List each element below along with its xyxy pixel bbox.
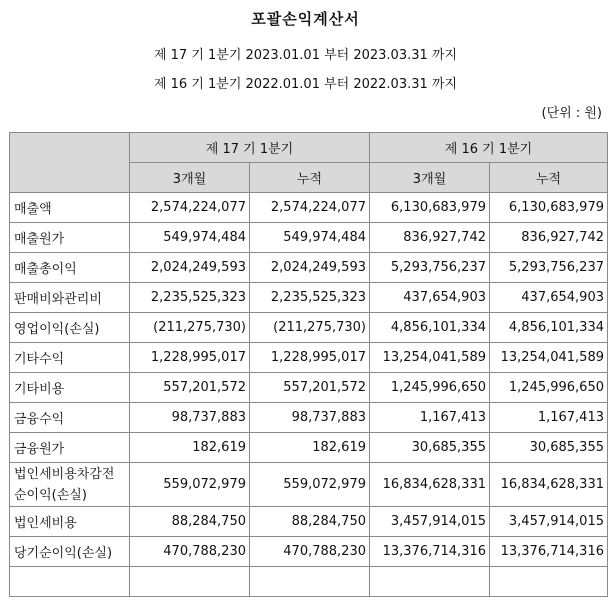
row-value: 1,228,995,017: [130, 343, 250, 373]
row-value: 6,130,683,979: [370, 193, 490, 223]
sub-header-prior-cum: 누적: [490, 163, 608, 193]
row-value: 4,856,101,334: [370, 313, 490, 343]
row-label: 금융수익: [10, 403, 130, 433]
row-value: 437,654,903: [370, 283, 490, 313]
statement-title: 포괄손익계산서: [251, 10, 360, 28]
row-value: 2,574,224,077: [130, 193, 250, 223]
row-value: 182,619: [250, 433, 370, 463]
table-row: [10, 463, 608, 507]
row-value: 559,072,979: [250, 463, 370, 507]
table-row-cutoff: [10, 567, 608, 597]
row-value: (211,275,730): [130, 313, 250, 343]
row-value: 30,685,355: [490, 433, 608, 463]
row-label: 매출액: [10, 193, 130, 223]
row-value: 1,245,996,650: [370, 373, 490, 403]
group-header-prior: 제 16 기 1분기: [370, 133, 608, 163]
table-body: [10, 193, 608, 597]
row-value: 6,130,683,979: [490, 193, 608, 223]
period-current: 제 17 기 1분기 2023.01.01 부터 2023.03.31 까지: [153, 48, 458, 63]
row-value: 1,167,413: [490, 403, 608, 433]
row-value: 16,834,628,331: [370, 463, 490, 507]
sub-header-current-3m: 3개월: [130, 163, 250, 193]
row-label: 기타수익: [10, 343, 130, 373]
row-value: 16,834,628,331: [490, 463, 608, 507]
row-label: 기타비용: [10, 373, 130, 403]
row-value: 549,974,484: [130, 223, 250, 253]
row-value: 30,685,355: [370, 433, 490, 463]
row-label: 법인세비용차감전순이익(손실): [10, 463, 130, 507]
row-value: 559,072,979: [130, 463, 250, 507]
table-row: [10, 253, 608, 283]
empty-cell: [10, 567, 130, 597]
empty-cell: [490, 567, 608, 597]
table-row: [10, 403, 608, 433]
row-value: 2,235,525,323: [130, 283, 250, 313]
row-value: 557,201,572: [130, 373, 250, 403]
period-prior: 제 16 기 1분기 2022.01.01 부터 2022.03.31 까지: [153, 77, 458, 92]
row-value: 88,284,750: [250, 507, 370, 537]
row-label: 매출원가: [10, 223, 130, 253]
sub-header-current-cum: 누적: [250, 163, 370, 193]
row-value: 557,201,572: [250, 373, 370, 403]
corner-header-cell: [10, 133, 130, 193]
table-row: [10, 537, 608, 567]
row-value: 836,927,742: [370, 223, 490, 253]
row-label: 매출총이익: [10, 253, 130, 283]
row-value: 13,254,041,589: [490, 343, 608, 373]
sub-header-prior-3m: 3개월: [370, 163, 490, 193]
empty-cell: [130, 567, 250, 597]
row-value: 13,376,714,316: [370, 537, 490, 567]
row-value: 437,654,903: [490, 283, 608, 313]
row-value: 5,293,756,237: [370, 253, 490, 283]
row-value: 13,376,714,316: [490, 537, 608, 567]
group-header-current: 제 17 기 1분기: [130, 133, 370, 163]
row-label: 당기순이익(손실): [10, 537, 130, 567]
row-value: 3,457,914,015: [370, 507, 490, 537]
row-value: 13,254,041,589: [370, 343, 490, 373]
row-value: 2,574,224,077: [250, 193, 370, 223]
row-label: 판매비와관리비: [10, 283, 130, 313]
row-value: 2,024,249,593: [250, 253, 370, 283]
table-row: [10, 193, 608, 223]
empty-cell: [370, 567, 490, 597]
row-label: 법인세비용: [10, 507, 130, 537]
table-row: [10, 313, 608, 343]
table-row: [10, 373, 608, 403]
unit-label: (단위 : 원): [541, 106, 602, 121]
row-value: 4,856,101,334: [490, 313, 608, 343]
row-value: (211,275,730): [250, 313, 370, 343]
row-label: 영업이익(손실): [10, 313, 130, 343]
table-row: [10, 433, 608, 463]
table-row: [10, 507, 608, 537]
table-row: [10, 343, 608, 373]
empty-cell: [250, 567, 370, 597]
row-value: 3,457,914,015: [490, 507, 608, 537]
table-row: [10, 223, 608, 253]
group-header-row: [10, 133, 608, 163]
row-value: 470,788,230: [130, 537, 250, 567]
row-value: 1,167,413: [370, 403, 490, 433]
row-value: 5,293,756,237: [490, 253, 608, 283]
row-value: 1,245,996,650: [490, 373, 608, 403]
row-value: 549,974,484: [250, 223, 370, 253]
row-value: 470,788,230: [250, 537, 370, 567]
row-value: 1,228,995,017: [250, 343, 370, 373]
row-value: 2,235,525,323: [250, 283, 370, 313]
row-value: 836,927,742: [490, 223, 608, 253]
row-value: 88,284,750: [130, 507, 250, 537]
row-value: 98,737,883: [250, 403, 370, 433]
row-value: 182,619: [130, 433, 250, 463]
row-value: 2,024,249,593: [130, 253, 250, 283]
income-statement-table: [9, 132, 608, 597]
row-value: 98,737,883: [130, 403, 250, 433]
row-label: 금융원가: [10, 433, 130, 463]
table-row: [10, 283, 608, 313]
